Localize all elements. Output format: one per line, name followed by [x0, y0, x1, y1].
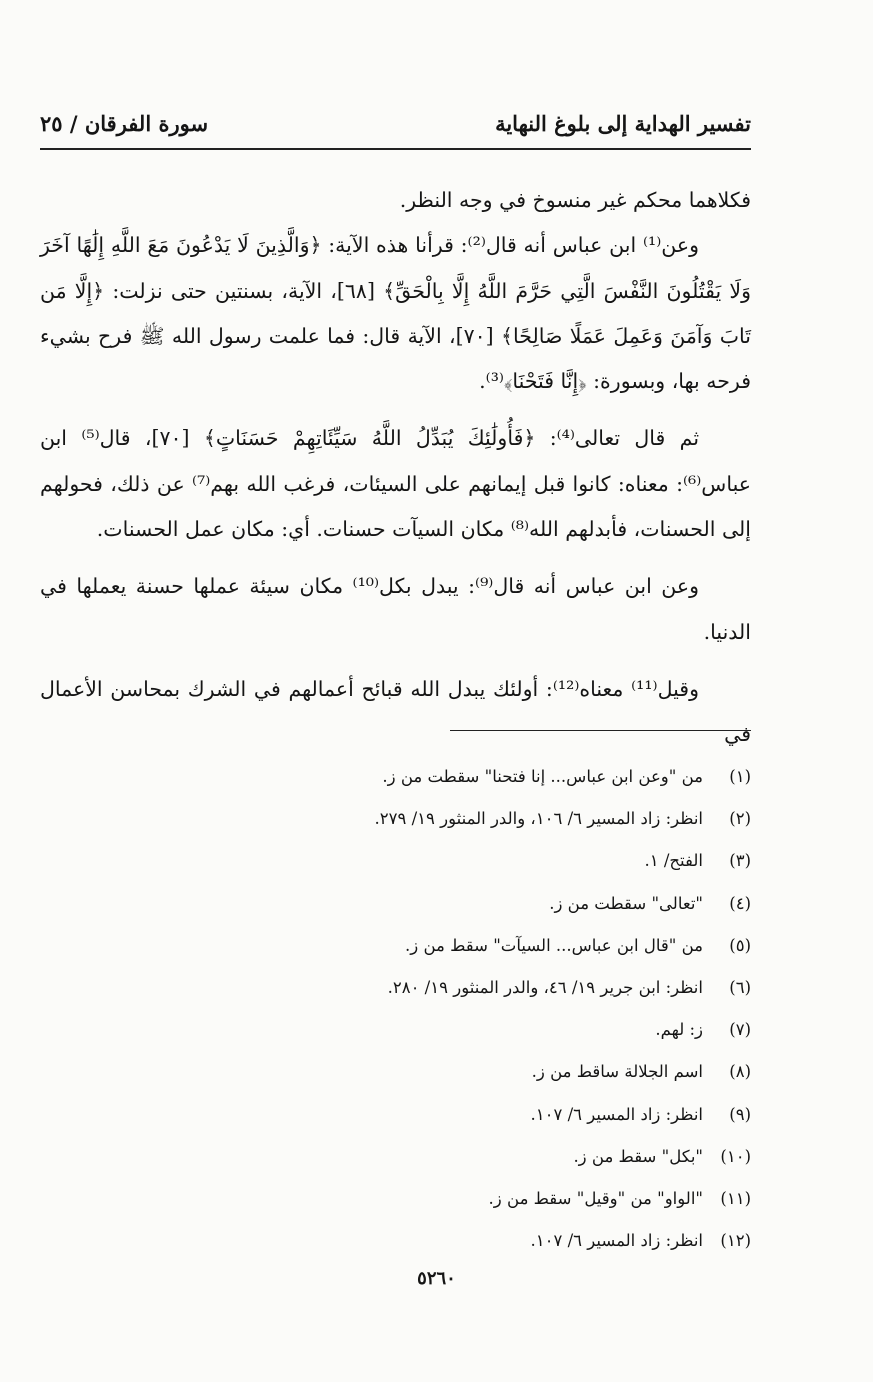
footnote-3	[40, 840, 751, 882]
footnote-text: انظر: زاد المسير ٦/ ١٠٧.	[530, 1104, 703, 1124]
running-header	[40, 100, 751, 146]
paragraph-3: ثم قال تعالى⁽⁴⁾: ﴿فَأُولَٰئِكَ يُبَدِّلُ اللَّهُ سَيِّئَاتِهِمْ حَسَنَاتٍ﴾ [٧٠]، قال⁽⁵⁾ ابن عباس⁽⁶⁾: معناه: كانوا قبل إيمانهم على السيئات، فرغب الله بهم⁽⁷⁾ عن ذلك، فحولهم إلى الحسنات، فأبدلهم الله⁽⁸⁾ مكان السيآت حسنات. أي: مكان عمل الحسنات.	[40, 426, 751, 542]
footnote-number: (١٠)	[720, 1146, 751, 1166]
footnote-number: (٧)	[729, 1020, 751, 1040]
footnote-text: من "وعن ابن عباس... إنا فتحنا" سقطت من ز.	[382, 767, 703, 786]
footnote-8	[40, 1051, 751, 1093]
footnote-text: "تعالى" سقطت من ز.	[549, 893, 703, 913]
footnote-text: من "قال ابن عباس... السيآت" سقط من ز.	[405, 935, 703, 955]
footnote-number: (٨)	[729, 1062, 751, 1082]
footnote-number: (٩)	[729, 1104, 751, 1124]
footnote-4	[40, 883, 751, 925]
footnote-rule	[450, 730, 751, 731]
footnote-number: (٥)	[729, 935, 751, 955]
footnote-text: "الواو" من "وقيل" سقط من ز.	[488, 1189, 703, 1209]
main-text	[40, 178, 751, 758]
book-title: تفسير الهداية إلى بلوغ النهاية	[495, 110, 751, 136]
footnote-number: (٤)	[729, 893, 751, 913]
page-number: ٥٢٦٠	[417, 1268, 456, 1289]
paragraph-1: فكلاهما محكم غير منسوخ في وجه النظر.	[399, 188, 751, 212]
footnote-10	[40, 1136, 751, 1178]
footnote-text: انظر: زاد المسير ٦/ ١٠٧.	[530, 1231, 703, 1251]
header-rule	[40, 148, 751, 150]
footnote-number: (٣)	[729, 851, 751, 871]
footnote-text: ز: لهم.	[655, 1020, 703, 1040]
footnote-number: (١)	[729, 767, 751, 786]
paragraph-2: وعن⁽¹⁾ ابن عباس أنه قال⁽²⁾: قرأنا هذه الآية: ﴿وَالَّذِينَ لَا يَدْعُونَ مَعَ اللَّهِ إِلَٰهًا آخَرَ وَلَا يَقْتُلُونَ النَّفْسَ الَّتِي حَرَّمَ اللَّهُ إِلَّا بِالْحَقِّ﴾ [٦٨]، الآية، بسنتين حتى نزلت: ﴿إِلَّا مَن تَابَ وَآمَنَ وَعَمِلَ عَمَلًا صَالِحًا﴾ [٧٠]، الآية قال: فما علمت رسول الله ﷺ فرح بشيء فرحه بها، وبسورة: ﴿إِنَّا فَتَحْنَا﴾⁽³⁾.	[40, 233, 751, 394]
footnote-number: (٦)	[729, 978, 751, 998]
paragraph-5: وقيل⁽¹¹⁾ معناه⁽¹²⁾: أولئك يبدل الله قبائح أعمالهم في الشرك بمحاسن الأعمال في	[40, 676, 751, 747]
footnote-number: (٢)	[729, 809, 751, 829]
footnote-5	[40, 925, 751, 967]
footnote-text: الفتح/ ١.	[644, 851, 703, 871]
surah-label: سورة الفرقان / ٢٥	[40, 110, 209, 136]
footnote-9	[40, 1094, 751, 1136]
footnote-7	[40, 1009, 751, 1051]
footnote-6	[40, 967, 751, 1009]
footnote-text: اسم الجلالة ساقط من ز.	[531, 1062, 703, 1082]
footnote-text: "بكل" سقط من ز.	[573, 1146, 703, 1166]
footnote-12	[40, 1220, 751, 1262]
footnote-text: انظر: ابن جرير ١٩/ ٤٦، والدر المنثور ١٩/ ٢٨٠.	[387, 978, 703, 998]
footnote-text: انظر: زاد المسير ٦/ ١٠٦، والدر المنثور ١٩/ ٢٧٩.	[374, 809, 703, 829]
footnote-1	[40, 756, 751, 798]
footnote-number: (١٢)	[720, 1231, 751, 1251]
footnote-11	[40, 1178, 751, 1220]
footnote-2	[40, 798, 751, 840]
footnote-number: (١١)	[720, 1189, 751, 1209]
footnotes	[40, 756, 751, 1262]
paragraph-4: وعن ابن عباس أنه قال⁽⁹⁾: يبدل بكل⁽¹⁰⁾ مكان سيئة عملها حسنة يعملها في الدنيا.	[40, 574, 751, 644]
